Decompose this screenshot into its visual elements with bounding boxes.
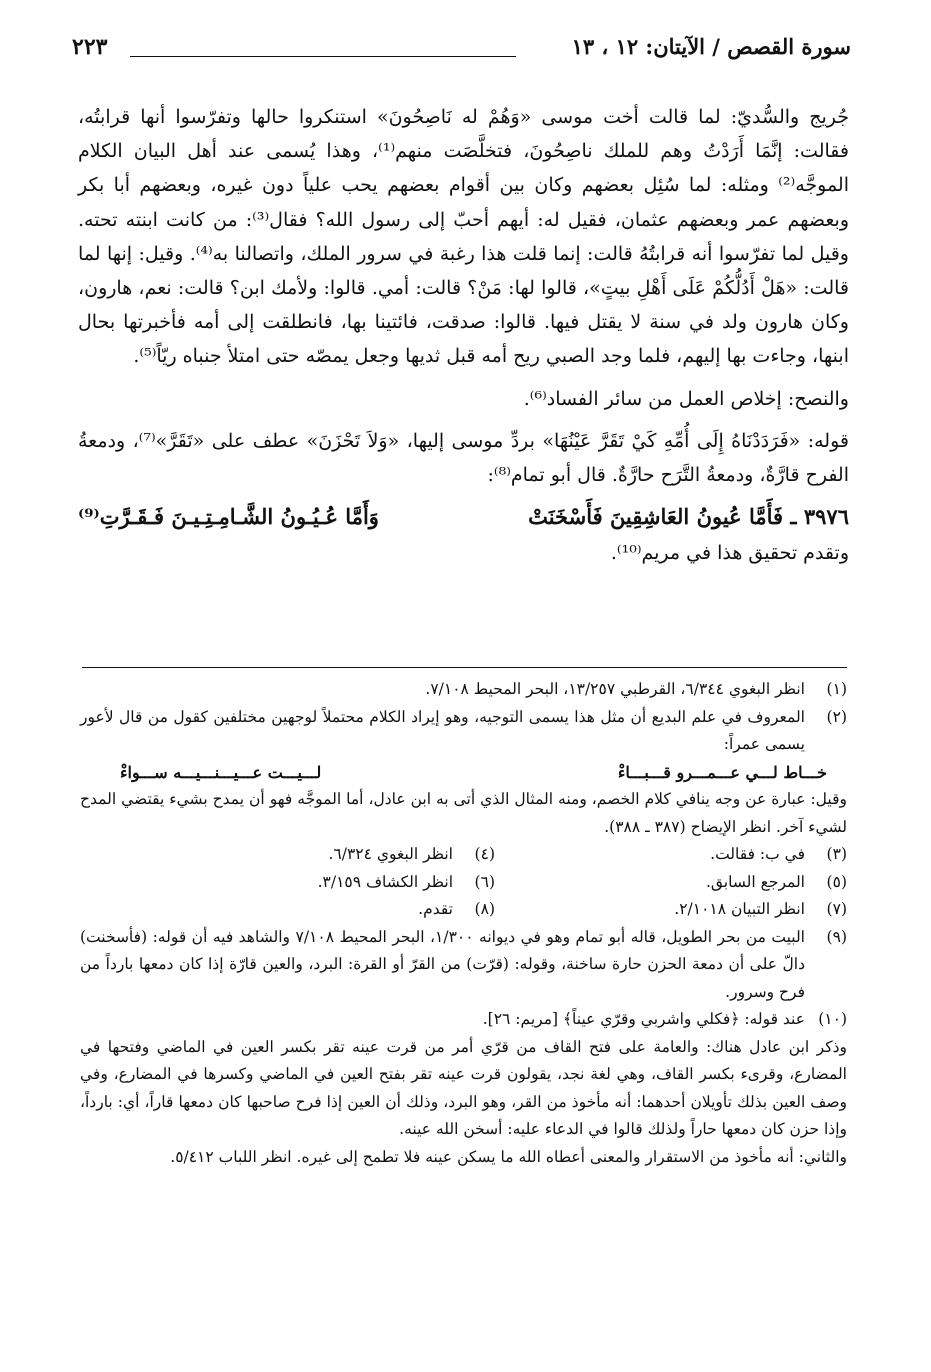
footnote-number: (٩) [826, 927, 847, 946]
footnote [80, 1006, 847, 1034]
footnote [495, 841, 847, 869]
footnote-text: انظر البغوي ٦/٣٤٤، القرطبي ١٣/٢٥٧، البحر المحيط ٧/١٠٨. [425, 680, 805, 698]
footnote-number: (٢) [826, 707, 847, 726]
running-title: سورة القصص / الآيتان: ١٢ ، ١٣ [571, 34, 851, 59]
footnote-row [80, 869, 847, 897]
footnote-text: عند قوله: ﴿فكلي واشربي وقرّي عيناً﴾ [مريم: ٢٦]. [482, 1010, 805, 1028]
paragraph: قوله: «فَرَدَدْنَاهُ إِلَى أُمِّهِ كَيْ تَقَرَّ عَيْنُهَا» بردِّ موسى إليها، «وَلاَ تَحْزَنَ» عطف على «تَقَرَّ»⁽⁷⁾، ودمعةُ الفرح قارَّةٌ، ودمعةُ التَّرَح حارَّةٌ. قال أبو تمام⁽⁸⁾: [78, 429, 849, 487]
verse-first-half: خـــاط لـــي عـــمـــرو قـــبـــاءْ [617, 762, 827, 782]
footnote [495, 896, 847, 924]
footnote-text: انظر البغوي ٦/٣٢٤. [328, 845, 453, 863]
footnote-number: (٦) [474, 872, 495, 891]
footnotes [80, 676, 847, 1171]
footnote [80, 704, 847, 759]
footnote-row [80, 896, 847, 924]
header-rule [130, 56, 516, 57]
poem-verse [78, 498, 849, 536]
paragraph: جُريج والسُّديّ: لما قالت أخت موسى «وَهُمْ له نَاصِحُونَ» استنكروا حالها وتفرّسوا أنها قرابتُه، فقالت: إنَّمَا أَرَدْتُ وهم للملك ناصِحُونَ، فتخلَّصَت منهم⁽¹⁾، وهذا يُسمى عند أهل البيان الكلام الموجَّه⁽²⁾ ومثله: لما سُئِل بعضهم وكان بين أقوام بعضهم يحب علياً دون غيره، وبعضهم أبا بكر وبعضهم عمر وبعضهم عثمان، فقيل له: أيهم أحبّ إلى رسول الله؟ فقال⁽³⁾: من كانت ابنته تحته. وقيل لما تفرّسوا أنه قرابتُهُ قالت: إنما قلت هذا رغبة في سرور الملك، واتصالنا به⁽⁴⁾. وقيل: إنها لما قالت: «هَلْ أَدُلُّكُمْ عَلَى أَهْلِ بيتٍ»، قالوا لها: مَنْ؟ قالت: أمي. قالوا: ولأمك ابن؟ قالت: نعم، هارون، وكان هارون ولد في سنة لا يقتل فيها. قالوا: صدقت، فائتينا بها، فانطلقت إلى أمه فأخبرتها بحال ابنها، وجاءت بها إليهم، فلما وجد الصبي ريح أمه قبل ثديها وجعل يمصّه حتى امتلأ جنباه ريّاً⁽⁵⁾. [78, 106, 850, 368]
paragraph: وتقدم تحقيق هذا في مريم⁽¹⁰⁾. [610, 542, 849, 565]
footnote-number: (٨) [474, 900, 495, 918]
footnote-row [80, 841, 847, 869]
footnote-text: المعروف في علم البديع أن مثل هذا يسمى التوجيه، وهو إيراد الكلام محتملاً لوجهين مختلفين كقول من قال لأعور يسمى عمراً: [80, 707, 805, 753]
page-header [72, 34, 851, 74]
footnote [80, 841, 495, 869]
footnote-text: البيت من بحر الطويل، قاله أبو تمام وهو في ديوانه ١/٣٠٠، البحر المحيط ٧/١٠٨ والشاهد فيه أن قوله: (فأسخنت) دالّ على أن دمعة الحزن حارة ساخنة، وقوله: (قرّت) من القرّ أو القرة: البرد، والعين قارّة إذا كان دمعها بارداً من فرح وسرور. [80, 927, 805, 1001]
footnote-number: (٤) [474, 845, 495, 863]
page-number: ٢٢٣ [72, 34, 108, 60]
footnote-separator [82, 667, 847, 668]
footnote-number: (١٠) [818, 1010, 847, 1028]
footnote-number: (١) [826, 680, 847, 698]
footnote [80, 896, 495, 924]
footnote [495, 869, 847, 897]
main-text [78, 100, 849, 570]
verse-second-half: وَأَمَّا عُـيُـونُ الشَّـامِـتِـيـنَ فَـقَـرَّتِ⁽⁹⁾ [78, 504, 379, 530]
footnote-text: المرجع السابق. [705, 872, 805, 891]
footnote [80, 869, 495, 897]
footnote-text: في ب: فقالت. [710, 845, 805, 863]
footnote-text: تقدم. [418, 900, 453, 918]
verse-second-half: لـــيـــت عـــيـــنـــيـــه ســـواءْ [120, 762, 322, 782]
footnote [80, 676, 847, 704]
verse-first-half: ٣٩٧٦ ـ فَأَمَّا عُيونُ العَاشِقِينَ فَأَسْخَنَتْ [528, 504, 849, 530]
footnote [80, 924, 847, 1007]
footnote-continuation: وذكر ابن عادل هناك: والعامة على فتح القاف من قرّي أمر من قرت عينه تقر بكسر العين في الماضي وفتحها في المضارع، وقرىء بكسر القاف، وهي لغة نجد، يقولون قرت عينه تقر بفتح العين في الماضي وكسرها في المضارع، وفي وصف العين بذلك تأويلان أحدهما: أنه مأخوذ من القر، وهو البرد، وذلك أن العين إذا فرح صاحبها كان دمعها قاراً، أي: بارداً، وإذا حزن كان دمعها حاراً ولذلك قالوا في الدعاء عليه: أسخن الله عينه. [80, 1037, 847, 1138]
footnote-continuation: والثاني: أنه مأخوذ من الاستقرار والمعنى أعطاه الله ما يسكن عينه فلا تطمح إلى غيره. انظر اللباب ٥/٤١٢. [170, 1147, 847, 1166]
paragraph: والنصح: إخلاص العمل من سائر الفساد⁽⁶⁾. [523, 387, 849, 410]
footnote-number: (٥) [826, 872, 847, 891]
footnote-number: (٣) [826, 845, 847, 863]
footnote-verse [80, 759, 847, 787]
footnote-text: انظر الكشاف ٣/١٥٩. [317, 872, 453, 891]
footnote-number: (٧) [826, 900, 847, 918]
footnote-continuation: وقيل: عبارة عن وجه ينافي كلام الخصم، ومنه المثال الذي أتى به ابن عادل، أما الموجَّه فهو أن يمدح بشيء يقتضي المدح لشيء آخر. انظر الإيضاح (٣٨٧ ـ ٣٨٨). [80, 790, 847, 836]
footnote-text: انظر التبيان ٢/١٠١٨. [674, 900, 805, 918]
